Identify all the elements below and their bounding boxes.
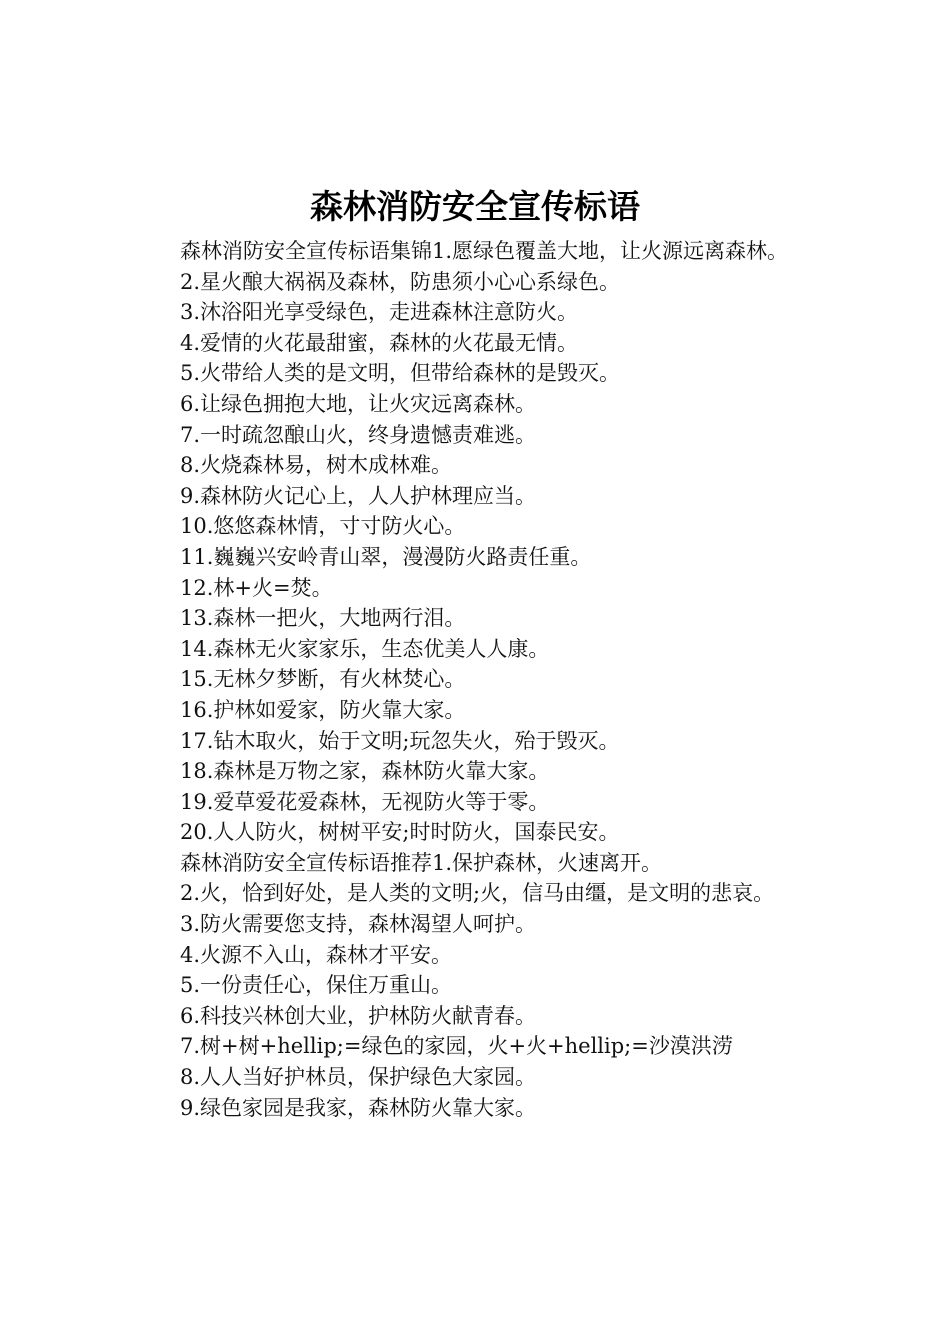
paragraph: 13.森林一把火，大地两行泪。 [180,606,466,631]
paragraph: 9.森林防火记心上，人人护林理应当。 [180,483,537,508]
paragraph: 7.一时疏忽酿山火，终身遗憾责难逃。 [180,422,537,447]
paragraph: 森林消防安全宣传标语集锦1.愿绿色覆盖大地，让火源远离森林。 [180,239,789,263]
paragraph: 9.绿色家园是我家，森林防火靠大家。 [180,1095,537,1120]
paragraph: 2.火，恰到好处，是人类的文明;火，信马由缰，是文明的悲哀。 [180,881,775,906]
document-title: 森林消防安全宣传标语 [310,187,640,226]
paragraph: 5.火带给人类的是文明，但带给森林的是毁灭。 [180,361,621,386]
paragraph: 3.防火需要您支持，森林渴望人呵护。 [180,912,537,937]
paragraph: 5.一份责任心，保住万重山。 [180,973,453,998]
paragraph: 4.爱情的火花最甜蜜，森林的火花最无情。 [180,330,579,355]
paragraph: 8.火烧森林易，树木成林难。 [180,453,453,478]
paragraph: 10.悠悠森林情，寸寸防火心。 [180,514,466,539]
paragraph: 6.让绿色拥抱大地，让火灾远离森林。 [180,391,537,416]
paragraph: 3.沐浴阳光享受绿色，走进森林注意防火。 [180,300,579,325]
paragraph: 17.钻木取火，始于文明;玩忽失火，殆于毁灭。 [180,728,620,753]
paragraph: 20.人人防火，树树平安;时时防火，国泰民安。 [180,820,620,845]
paragraph: 12.林+火=焚。 [180,575,333,600]
paragraph: 18.森林是万物之家，森林防火靠大家。 [180,759,550,784]
paragraph: 14.森林无火家家乐，生态优美人人康。 [180,636,550,661]
paragraph: 森林消防安全宣传标语推荐1.保护森林，火速离开。 [180,850,663,875]
paragraph: 8.人人当好护林员，保护绿色大家园。 [180,1065,537,1090]
paragraph: 2.星火酿大祸祸及森林，防患须小心心系绿色。 [180,269,621,294]
paragraph: 15.无林夕梦断，有火林焚心。 [180,667,466,692]
paragraph: 11.巍巍兴安岭青山翠，漫漫防火路责任重。 [180,544,592,569]
paragraph: 7.树+树+hellip;=绿色的家园，火+火+hellip;=沙漠洪涝 [180,1034,733,1059]
paragraph: 16.护林如爱家，防火靠大家。 [180,697,466,722]
paragraph: 19.爱草爱花爱森林，无视防火等于零。 [180,789,550,814]
paragraph: 6.科技兴林创大业，护林防火献青春。 [180,1003,537,1028]
document-body [130,236,830,1123]
paragraph: 4.火源不入山，森林才平安。 [180,942,453,967]
